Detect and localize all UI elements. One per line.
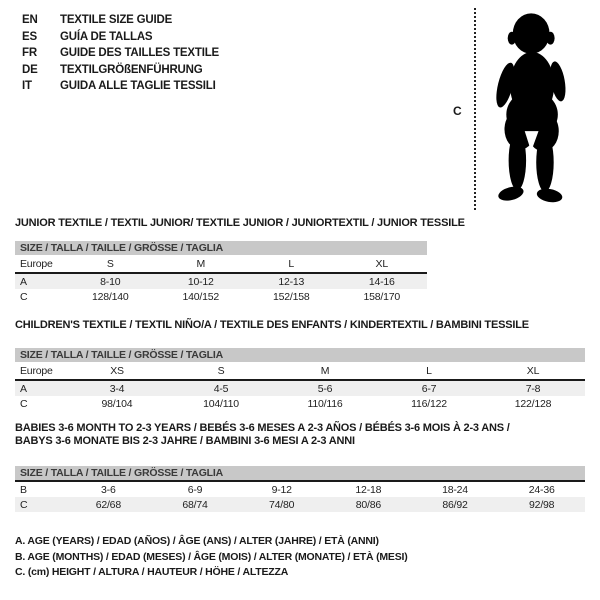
row-label: Europe	[20, 364, 53, 377]
row-label: Europe	[20, 257, 53, 270]
header-cell: S	[217, 364, 225, 377]
row-label: C	[20, 290, 28, 303]
language-title: TEXTILGRÖßENFÜHRUNG	[60, 63, 203, 76]
table-cell: 110/116	[307, 397, 343, 410]
footnote-b: B. AGE (MONTHS) / EDAD (MESES) / ÂGE (MOIS) / ALTER (MONATE) / ETÀ (MESI)	[15, 550, 408, 563]
table-cell: 62/68	[95, 498, 121, 511]
table-row-c	[15, 497, 585, 512]
table-row-c	[15, 396, 585, 411]
table-cell: 140/152	[182, 290, 220, 303]
table-header-row	[15, 255, 427, 272]
table-header-row	[15, 362, 585, 379]
language-code: FR	[22, 47, 37, 59]
language-code: DE	[22, 63, 38, 76]
language-title-list	[22, 12, 219, 95]
language-code: ES	[22, 30, 37, 43]
table-row-a	[15, 274, 427, 289]
row-label: A	[20, 382, 27, 395]
table-cell: 74/80	[269, 498, 295, 511]
table-cell: 98/104	[101, 397, 133, 410]
table-title: CHILDREN'S TEXTILE / TEXTIL NIÑO/A / TEXTILE DES ENFANTS / KINDERTEXTIL / BAMBINI TESSILE	[15, 319, 529, 331]
table-cell: 128/140	[91, 290, 129, 303]
header-cell: L	[288, 257, 295, 270]
table-cell: 12-18	[355, 483, 382, 496]
table-cell: 6-7	[421, 382, 437, 395]
language-title: GUIDA ALLE TAGLIE TESSILI	[60, 80, 216, 92]
table-cell: 18-24	[442, 483, 468, 496]
language-row-es	[22, 29, 219, 46]
table-cell: 86/92	[442, 498, 468, 511]
toddler-silhouette-icon	[487, 9, 579, 209]
table-row-c	[15, 289, 427, 304]
language-row-fr	[22, 45, 219, 62]
table-cell: 152/158	[272, 290, 310, 303]
table-row-b	[15, 482, 585, 497]
table-cell: 116/122	[411, 397, 447, 410]
header-cell: XL	[375, 257, 388, 270]
row-label: B	[20, 483, 27, 496]
table-cell: 9-12	[271, 483, 292, 496]
table-cell: 24-36	[528, 483, 555, 496]
table-cell: 104/110	[203, 397, 239, 410]
height-measure-label-c: C	[453, 104, 462, 118]
babies-textile-table	[15, 422, 585, 512]
header-cell: XL	[526, 364, 540, 377]
table-cell: 14-16	[368, 275, 395, 288]
row-label: C	[20, 498, 28, 511]
table-cell: 4-5	[213, 382, 229, 395]
footnote-c: C. (cm) HEIGHT / ALTURA / HAUTEUR / HÖHE / ALTEZZA	[15, 566, 289, 578]
footnote-legend	[15, 534, 408, 581]
header-cell: L	[426, 364, 432, 377]
language-code: EN	[22, 14, 38, 26]
table-cell: 92/98	[529, 498, 555, 511]
table-cell: 7-8	[525, 382, 541, 395]
table-title-line1: BABIES 3-6 MONTH TO 2-3 YEARS / BEBÉS 3-6 MESES A 2-3 AÑOS / BÉBÉS 3-6 MOIS À 2-3 ANS /	[15, 422, 510, 434]
language-code: IT	[22, 80, 32, 92]
table-cell: 5-6	[317, 382, 333, 395]
language-title: GUIDE DES TAILLES TEXTILE	[60, 47, 219, 59]
table-cell: 6-9	[187, 483, 203, 496]
footnote-a: A. AGE (YEARS) / EDAD (AÑOS) / ÂGE (ANS) / ALTER (JAHRE) / ETÀ (ANNI)	[15, 535, 379, 547]
language-title: TEXTILE SIZE GUIDE	[60, 14, 173, 26]
table-cell: 10-12	[187, 275, 214, 288]
table-cell: 8-10	[100, 275, 121, 288]
row-label: C	[20, 397, 28, 410]
table-title-line2: BABYS 3-6 MONATE BIS 2-3 JAHRE / BAMBINI 3-6 MESI A 2-3 ANNI	[15, 435, 355, 447]
table-cell: 122/128	[514, 397, 552, 410]
language-row-en	[22, 12, 219, 29]
table-cell: 3-4	[109, 382, 125, 395]
size-header-bar: SIZE / TALLA / TAILLE / GRÖSSE / TAGLIA	[15, 348, 585, 362]
childrens-textile-table	[15, 319, 585, 411]
header-cell: S	[106, 257, 114, 270]
table-cell: 12-13	[278, 275, 305, 288]
table-row-a	[15, 381, 585, 396]
language-row-de	[22, 62, 219, 79]
language-row-it	[22, 78, 219, 95]
table-cell: 68/74	[182, 498, 208, 511]
table-title: JUNIOR TEXTILE / TEXTIL JUNIOR/ TEXTILE JUNIOR / JUNIORTEXTIL / JUNIOR TESSILE	[15, 217, 465, 229]
header-cell: XS	[110, 364, 124, 377]
size-header-bar: SIZE / TALLA / TAILLE / GRÖSSE / TAGLIA	[15, 466, 585, 480]
header-cell: M	[196, 257, 206, 270]
row-label: A	[20, 275, 27, 288]
height-measure-dashed-line	[474, 8, 476, 210]
table-cell: 158/170	[363, 290, 401, 303]
junior-textile-table	[15, 217, 465, 304]
language-title: GUÍA DE TALLAS	[60, 30, 153, 43]
table-cell: 3-6	[101, 483, 116, 496]
table-cell: 80/86	[355, 498, 381, 511]
header-cell: M	[320, 364, 330, 377]
size-header-bar: SIZE / TALLA / TAILLE / GRÖSSE / TAGLIA	[15, 241, 427, 255]
